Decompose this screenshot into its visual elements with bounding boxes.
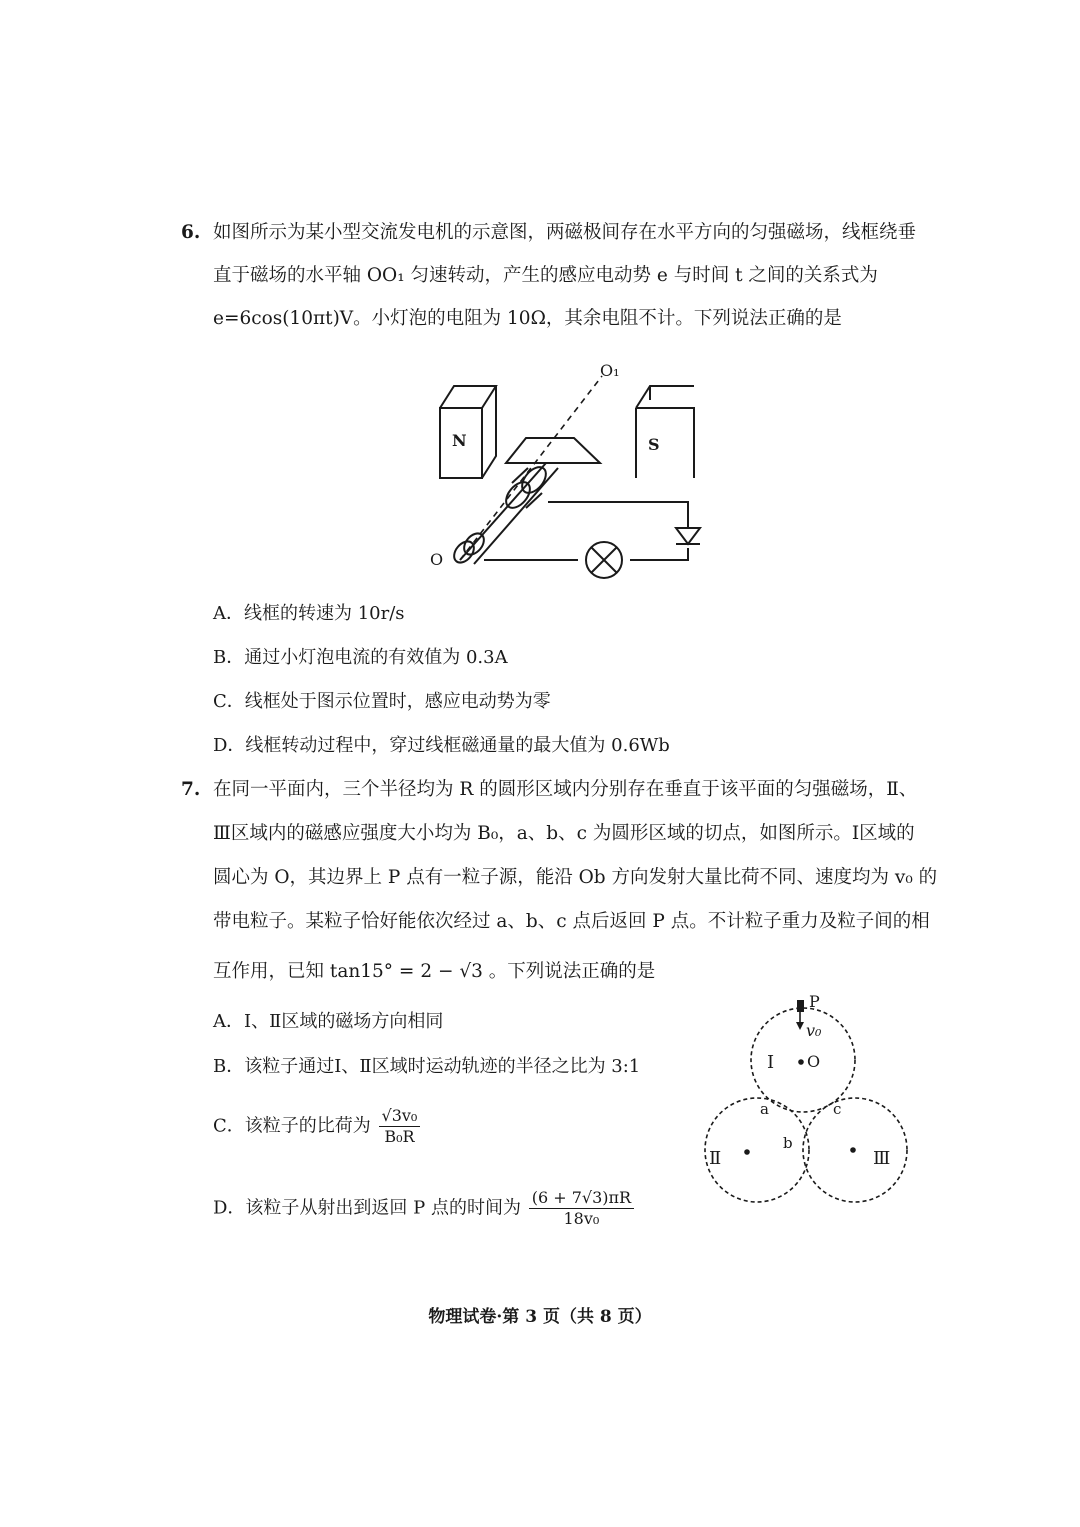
label-p: P [809,992,820,1011]
q7-option-c-fraction [379,1106,421,1147]
q6-number: 6. [181,222,201,243]
generator-diagram [420,360,710,590]
q7-option-d-text: D．该粒子从射出到返回 P 点的时间为 [213,1197,521,1219]
q7-option-c-numerator: √3v₀ [379,1106,421,1127]
label-region-i: Ⅰ [767,1052,775,1073]
q6-stem-line1: 如图所示为某小型交流发电机的示意图，两磁极间存在水平方向的匀强磁场，线框绕垂 [213,222,917,243]
q7-option-d-numerator: (6 + 7√3)πR [529,1188,634,1209]
magnetic-regions-diagram [685,990,915,1210]
q7-option-d-denominator: 18v₀ [563,1209,600,1228]
label-b: b [783,1134,793,1152]
label-o-center: O [807,1052,821,1071]
label-o1: O₁ [600,361,620,380]
q7-option-c-text: C．该粒子的比荷为 [213,1115,371,1137]
label-a: a [760,1100,769,1118]
q6-option-a: A．线框的转速为 10r/s [213,603,405,624]
label-v0: v₀ [806,1021,822,1040]
q7-option-d-fraction [529,1188,634,1229]
q7-option-c-denominator: B₀R [384,1127,415,1146]
q6-option-c: C．线框处于图示位置时，感应电动势为零 [213,691,551,712]
q7-stem-line2: Ⅲ区域内的磁感应强度大小均为 B₀，a、b、c 为圆形区域的切点，如图所示。Ⅰ区域的 [213,823,915,844]
q7-stem-line4: 带电粒子。某粒子恰好能依次经过 a、b、c 点后返回 P 点。不计粒子重力及粒子间的相 [213,911,930,932]
q7-stem-line1: 在同一平面内，三个半径均为 R 的圆形区域内分别存在垂直于该平面的匀强磁场，Ⅱ、 [213,779,918,800]
q6-option-d: D．线框转动过程中，穿过线框磁通量的最大值为 0.6Wb [213,735,670,756]
label-s: S [648,435,660,454]
q7-option-c [213,1106,420,1147]
page-footer: 物理试卷·第 3 页（共 8 页） [428,1307,652,1327]
q7-option-a: A．Ⅰ、Ⅱ区域的磁场方向相同 [213,1011,444,1032]
q7-option-b: B．该粒子通过Ⅰ、Ⅱ区域时运动轨迹的半径之比为 3:1 [213,1056,641,1077]
q7-option-d [213,1188,634,1229]
label-region-iii: Ⅲ [873,1148,891,1169]
q6-option-b: B．通过小灯泡电流的有效值为 0.3A [213,647,508,668]
q7-stem-line3: 圆心为 O，其边界上 P 点有一粒子源，能沿 Ob 方向发射大量比荷不同、速度均为 v₀ 的 [213,867,938,888]
q7-number: 7. [181,779,201,800]
q6-stem-line2: 直于磁场的水平轴 OO₁ 匀速转动，产生的感应电动势 e 与时间 t 之间的关系式为 [213,265,878,286]
label-n: N [452,431,467,450]
label-region-ii: Ⅱ [709,1148,722,1169]
label-o: O [430,550,444,569]
q6-stem-line3: e=6cos(10πt)V。小灯泡的电阻为 10Ω，其余电阻不计。下列说法正确的是 [213,308,842,329]
q7-stem-line5: 互作用，已知 tan15° = 2 − √3 。下列说法正确的是 [213,961,656,982]
label-c: c [833,1100,842,1118]
